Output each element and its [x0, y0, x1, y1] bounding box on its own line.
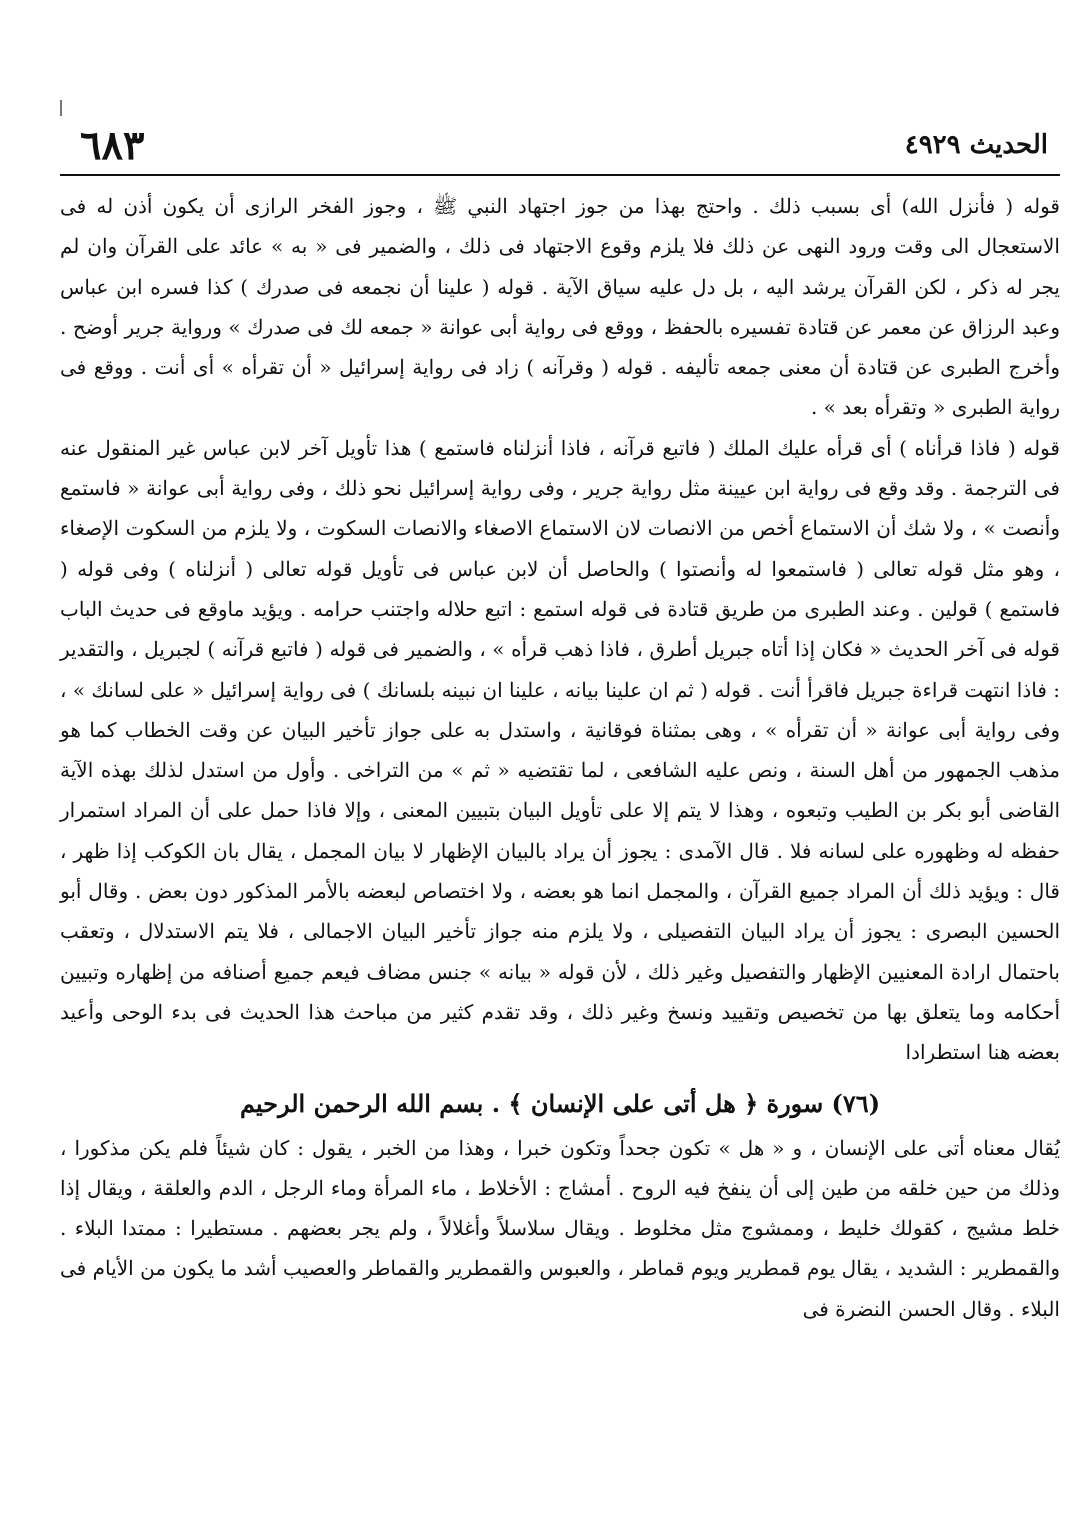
page-header: [60, 120, 1060, 176]
surah-heading: (٧٦) سورة ﴿ هل أتى على الإنسان ﴾ . بسم الله الرحمن الرحيم: [239, 1088, 881, 1118]
commentary-text: [60, 186, 1060, 1073]
paragraph: قوله ( فاذا قرأناه ) أى قرأه عليك الملك ( فاتبع قرآنه ، فاذا أنزلناه فاستمع ) هذا تأويل آخر لابن عباس غير المنقول عنه فى الترجمة . وقد وقع فى رواية ابن عيينة مثل رواية جرير ، وفى رواية إسرائيل نحو ذلك ، وفى رواية أبى عوانة « فاستمع وأنصت » ، ولا شك أن الاستماع أخص من الانصات لان الاستماع الاصغاء والانصات السكوت ، ولا يلزم من السكوت الإصغاء ، وهو مثل قوله تعالى ( فاستمعوا له وأنصتوا ) والحاصل أن لابن عباس فى تأويل قوله تعالى ( أنزلناه ) وفى قوله ( فاستمع ) قولين . وعند الطبرى من طريق قتادة فى قوله استمع : اتبع حلاله واجتنب حرامه . ويؤيد ماوقع فى حديث الباب قوله فى آخر الحديث « فكان إذا أتاه جبريل أطرق ، فاذا ذهب قرأه » ، والضمير فى قوله ( فاتبع قرآنه ) لجبريل ، والتقدير : فاذا انتهت قراءة جبريل فاقرأ أنت . قوله ( ثم ان علينا بيانه ، علينا ان نبينه بلسانك ) فى رواية إسرائيل « على لسانك » ، وفى رواية أبى عوانة « أن تقرأه » ، وهى بمثناة فوقانية ، واستدل به على جواز تأخير البيان عن وقت الخطاب كما هو مذهب الجمهور من أهل السنة ، ونص عليه الشافعى ، لما تقتضيه « ثم » من التراخى . وأول من استدل لذلك بهذه الآية القاضى أبو بكر بن الطيب وتبعوه ، وهذا لا يتم إلا على تأويل البيان بتبيين المعنى ، وإلا فاذا حمل على أن المراد استمرار حفظه له وظهوره على لسانه فلا . قال الآمدى : يجوز أن يراد بالبيان الإظهار لا بيان المجمل ، يقال بان الكوكب إذا ظهر ، قال : ويؤيد ذلك أن المراد جميع القرآن ، والمجمل انما هو بعضه ، ولا اختصاص لبعضه بالأمر المذكور دون بعض . وقال أبو الحسين البصرى : يجوز أن يراد البيان التفصيلى ، ولا يلزم منه جواز تأخير البيان الاجمالى ، فلا يتم الاستدلال ، وتعقب باحتمال ارادة المعنيين الإظهار والتفصيل وغير ذلك ، لأن قوله « بيانه » جنس مضاف فيعم جميع أصنافه من إظهاره وتبيين أحكامه وما يتعلق بها من تخصيص وتقييد ونسخ وغير ذلك ، وقد تقدم كثير من مباحث هذا الحديث فى بدء الوحى وأعيد بعضه هنا استطرادا: [60, 435, 1061, 1065]
margin-mark: [60, 100, 62, 116]
book-page: [60, 120, 1060, 1520]
paragraph: قوله ( فأنزل الله) أى بسبب ذلك . واحتج بهذا من جوز اجتهاد النبي ﷺ ، وجوز الفخر الرازى أن يكون أذن له فى الاستعجال الى وقت ورود النهى عن ذلك فلا يلزم وقوع الاجتهاد فى ذلك ، والضمير فى « به » عائد على القرآن وان لم يجر له ذكر ، لكن القرآن يرشد اليه ، بل دل عليه سياق الآية . قوله ( علينا أن نجمعه فى صدرك ) كذا فسره ابن عباس وعبد الرزاق عن معمر عن قتادة تفسيره بالحفظ ، ووقع فى رواية أبى عوانة « جمعه لك فى صدرك » ورواية جرير أوضح . وأخرج الطبرى عن قتادة أن معنى جمعه تأليفه . قوله ( وقرآنه ) زاد فى رواية إسرائيل « أن تقرأه » أى أنت . ووقع فى رواية الطبرى « وتقرأه بعد » .: [60, 194, 1060, 420]
surah-commentary: يُقال معناه أتى على الإنسان ، و « هل » تكون جحداً وتكون خبرا ، وهذا من الخبر ، يقول : كان شيئاً فلم يكن مذكورا ، وذلك من حين خلقه من طين إلى أن ينفخ فيه الروح . أمشاج : الأخلاط ، ماء المرأة وماء الرجل ، الدم والعلقة ، ويقال إذا خلط مشيج ، كقولك خليط ، وممشوج مثل مخلوط . ويقال سلاسلاً وأغلالاً ، ولم يجر بعضهم . مستطيرا : ممتدا البلاء . والقمطرير : الشديد ، يقال يوم قمطرير ويوم قماطر ، والعبوس والقمطرير والقماطر والعصيب أشد ما يكون من الأيام فى البلاء . وقال الحسن النضرة فى: [60, 1135, 1060, 1321]
page-number: ٦٨٣: [80, 122, 145, 169]
running-header: الحديث ٤٩٢٩: [904, 130, 1048, 160]
